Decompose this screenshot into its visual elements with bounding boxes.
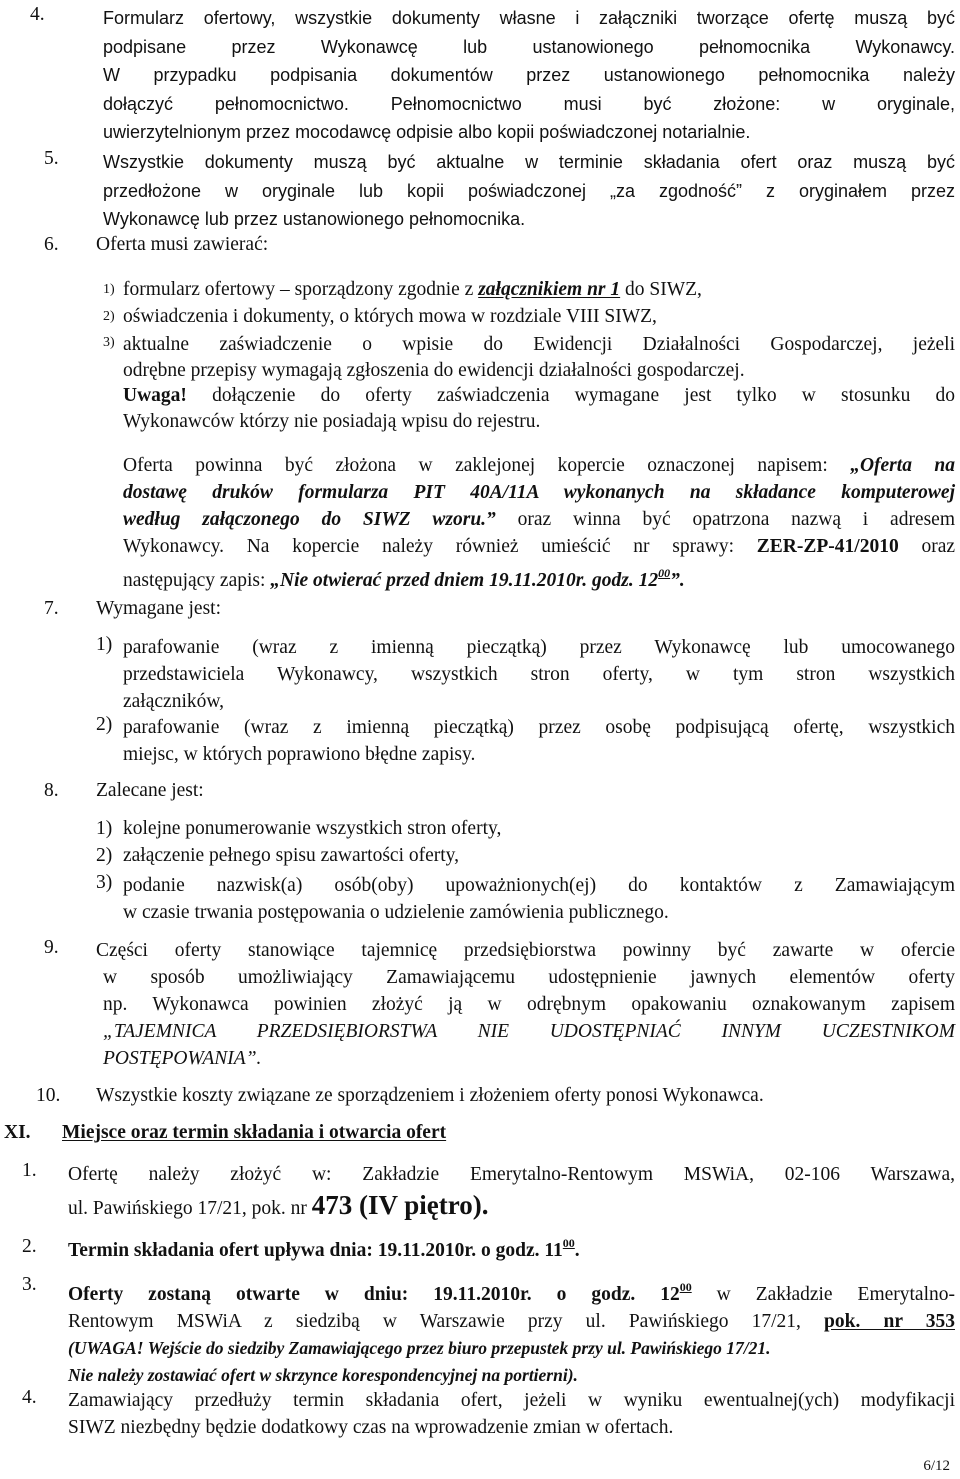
point-9-number: 9. <box>44 937 59 958</box>
point-6-item-1 <box>123 279 702 301</box>
point-5-line: przedłożone w oryginale lub kopii poświadczonej „za zgodność” z oryginałem przez <box>103 180 955 201</box>
section-11-title-text: Miejsce oraz termin składania i otwarcia ofert <box>62 1122 447 1143</box>
s1-line <box>68 1190 955 1224</box>
point-9-line <box>96 1018 955 1045</box>
point-9-line: Części oferty stanowiące tajemnicę przedsiębiorstwa powinny być zawarte w ofercie <box>96 940 955 961</box>
section-11-title <box>62 1122 446 1144</box>
s4-line: Zamawiający przedłuży termin składania ofert, jeżeli w wyniku ewentualnej(ych) modyfikacji <box>68 1390 955 1411</box>
s1-line: Ofertę należy złożyć w: Zakładzie Emerytalno-Rentowym MSWiA, 02-106 Warszawa, <box>68 1164 955 1185</box>
do-not-open-label: „Nie otwierać przed dniem 19.11.2010r. godz. 12 <box>270 570 659 591</box>
s4-number: 4. <box>22 1387 37 1408</box>
point-8-item-2-number: 2) <box>96 845 113 866</box>
point-4-line: podpisane przez Wykonawcę lub ustanowionego pełnomocnika Wykonawcy. <box>103 36 955 57</box>
item-line: przedstawiciela Wykonawcy, wszystkich stron oferty, w tym stron wszystkich <box>123 664 955 685</box>
point-9-paragraph <box>96 937 955 1072</box>
envelope-text: oraz <box>898 536 955 557</box>
envelope-label: dostawę druków formularza PIT 40A/11A wykonanych na składance komputerowej <box>123 482 955 503</box>
opening-text: Rentowym MSWiA z siedzibą w Warszawie przy ul. Pawińskiego 17/21, <box>68 1311 825 1332</box>
uwaga-text: dołączenie do oferty zaświadczenia wymagane jest tylko w stosunku do <box>186 385 955 406</box>
point-6-heading: Oferta musi zawierać: <box>96 234 269 255</box>
point-8-item-1-number: 1) <box>96 818 113 839</box>
deadline-text: Termin składania ofert upływa dnia: 19.11.2010r. o godz. 11 <box>68 1240 563 1261</box>
point-4-line: Formularz ofertowy, wszystkie dokumenty własne i załączniki tworzące ofertę muszą być <box>103 8 955 28</box>
warning-note: (UWAGA! Wejście do siedziby Zamawiającego przez biuro przepustek przy ul. Pawińskiego 17/21. <box>68 1338 771 1358</box>
envelope-label: „Oferta na <box>850 455 955 476</box>
point-8-number: 8. <box>44 780 59 801</box>
point-5-paragraph <box>103 148 955 234</box>
point-7-heading: Wymagane jest: <box>96 598 221 619</box>
s1-address: ul. Pawińskiego 17/21, pok. nr <box>68 1198 312 1219</box>
case-number: ZER-ZP-41/2010 <box>756 536 899 557</box>
uwaga-line <box>123 383 955 409</box>
envelope-line <box>123 506 955 533</box>
point-5-number: 5. <box>44 148 59 169</box>
item-line: parafowanie (wraz z imienną pieczątką) przez osobę podpisującą ofertę, wszystkich <box>123 717 955 738</box>
item-line: miejsc, w których poprawiono błędne zapisy. <box>123 744 476 765</box>
point-4-line: W przypadku podpisania dokumentów przez ustanowionego pełnomocnika należy <box>103 65 955 85</box>
item-line: parafowanie (wraz z imienną pieczątką) przez Wykonawcę lub umocowanego <box>123 637 955 658</box>
point-9-line: w sposób umożliwiający Zamawiającemu udostępnienie jawnych elementów oferty <box>103 967 955 988</box>
point-6-item-1-number: 1) <box>103 282 115 297</box>
time-minutes: 00 <box>679 1280 692 1294</box>
point-8-item-2: załączenie pełnego spisu zawartości oferty, <box>123 845 460 866</box>
opening-text: Oferty zostaną otwarte w dniu: 19.11.2010r. o godz. 12 <box>68 1284 680 1305</box>
point-4-line: uwierzytelnionym przez mocodawcę odpisie albo kopii poświadczonej notarialnie. <box>103 122 751 142</box>
s3-number: 3. <box>22 1274 37 1295</box>
point-7-number: 7. <box>44 598 59 619</box>
envelope-label: według załączonego do SIWZ wzoru.” <box>123 509 496 530</box>
point-10-number: 10. <box>36 1085 61 1106</box>
point-7-item-2-number: 2) <box>96 714 113 735</box>
envelope-text: następujący zapis: <box>123 570 271 591</box>
envelope-text: Wykonawcy. Na kopercie należy również umieścić nr sprawy: <box>123 536 757 557</box>
deadline-text: . <box>574 1240 580 1261</box>
point-4-paragraph <box>103 4 955 147</box>
point-8-item-3-number: 3) <box>96 872 113 893</box>
item-line: odrębne przepisy wymagają zgłoszenia do ewidencji działalności gospodarczej. <box>123 359 745 381</box>
s3-line <box>68 1308 955 1335</box>
point-6-item-2: oświadczenia i dokumenty, o których mowa w rozdziale VIII SIWZ, <box>123 306 657 327</box>
item-line: aktualne zaświadczenie o wpisie do Ewidencji Działalności Gospodarczej, jeżeli <box>123 334 955 355</box>
envelope-line <box>123 560 955 594</box>
point-4-number: 4. <box>30 4 45 25</box>
point-8-heading: Zalecane jest: <box>96 780 204 801</box>
s4-paragraph <box>68 1387 955 1441</box>
point-8-item-3 <box>123 872 955 926</box>
room-number: pok. nr 353 <box>824 1311 955 1332</box>
s3-paragraph <box>68 1274 955 1389</box>
envelope-text: Oferta powinna być złożona w zaklejonej kopercie oznaczonej napisem: <box>123 455 851 476</box>
s1-number: 1. <box>22 1160 37 1181</box>
envelope-line <box>123 452 955 479</box>
point-7-item-1-number: 1) <box>96 634 113 655</box>
point-6-item-2-number: 2) <box>103 309 115 324</box>
point-6-number: 6. <box>44 234 59 255</box>
item-line: podanie nazwisk(a) osób(oby) upoważnionych(ej) do kontaktów z Zamawiającym <box>123 875 955 896</box>
item-text: do SIWZ, <box>620 279 702 300</box>
point-10-text: Wszystkie koszty związane ze sporządzeniem i złożeniem oferty ponosi Wykonawca. <box>96 1085 764 1106</box>
point-5-line: Wykonawcę lub przez ustanowionego pełnomocnika. <box>103 209 526 229</box>
do-not-open-label: ”. <box>670 570 685 591</box>
s3-line <box>68 1335 955 1362</box>
item-line: załączników, <box>123 691 225 712</box>
point-9-line: np. Wykonawca powinien złożyć ją w odrębnym opakowaniu oznakowanym zapisem <box>103 994 955 1015</box>
point-6-item-3-number: 3) <box>103 335 115 350</box>
attachment-1-reference: załącznikiem nr 1 <box>478 279 621 300</box>
s2-number: 2. <box>22 1236 37 1257</box>
envelope-line <box>123 533 955 560</box>
item-text: formularz ofertowy – sporządzony zgodnie z <box>123 279 479 300</box>
uwaga-line: Wykonawców którzy nie posiadają wpisu do rejestru. <box>123 410 541 432</box>
envelope-instructions <box>123 452 955 594</box>
section-11-number: XI. <box>4 1122 31 1143</box>
point-9-line <box>96 1045 955 1072</box>
secret-label: „TAJEMNICA PRZEDSIĘBIORSTWA NIE UDOSTĘPNIAĆ INNYM UCZESTNIKOM <box>103 1021 955 1042</box>
uwaga-label: Uwaga! <box>123 385 187 406</box>
s3-line <box>68 1362 955 1389</box>
point-8-item-1: kolejne ponumerowanie wszystkich stron oferty, <box>123 818 502 839</box>
opening-text: w Zakładzie Emerytalno- <box>691 1284 955 1305</box>
point-4-line: dołączyć pełnomocnictwo. Pełnomocnictwo musi być złożone: w oryginale, <box>103 93 955 114</box>
point-5-line: Wszystkie dokumenty muszą być aktualne w terminie składania ofert oraz muszą być <box>103 152 955 172</box>
time-minutes: 00 <box>562 1236 575 1250</box>
room-number: 473 (IV piętro). <box>311 1190 489 1220</box>
point-7-item-2 <box>123 714 955 768</box>
warning-note: Nie należy zostawiać ofert w skrzynce korespondencyjnej na portierni). <box>68 1365 578 1385</box>
point-6-item-3 <box>123 332 955 434</box>
s3-line <box>68 1274 955 1308</box>
secret-label: POSTĘPOWANIA”. <box>103 1048 262 1069</box>
s2-deadline <box>68 1236 580 1262</box>
time-minutes: 00 <box>658 566 671 580</box>
item-line: w czasie trwania postępowania o udzielenie zamówienia publicznego. <box>123 902 669 923</box>
s1-paragraph <box>68 1160 955 1224</box>
s4-line: SIWZ niezbędny będzie dodatkowy czas na wprowadzenie zmian w ofertach. <box>68 1417 674 1438</box>
page-number: 6/12 <box>923 1458 950 1474</box>
point-7-item-1 <box>123 634 955 715</box>
envelope-line <box>123 479 955 506</box>
envelope-text: oraz winna być opatrzona nazwą i adresem <box>495 509 955 530</box>
